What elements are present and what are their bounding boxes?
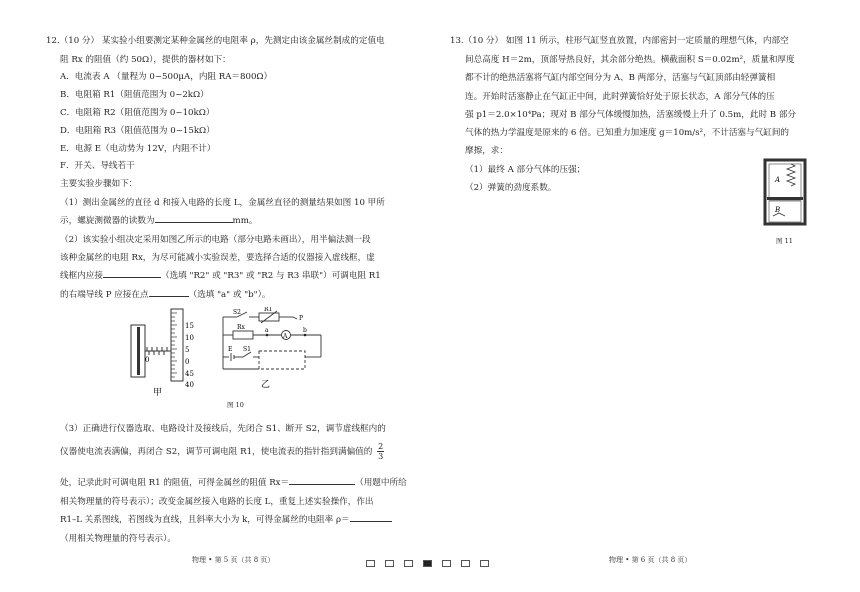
- scale-label-10: 10: [185, 334, 194, 342]
- page-marker: [461, 560, 470, 567]
- label-P: P: [299, 315, 304, 322]
- label-gas-B: B: [775, 206, 781, 214]
- q12-step3-line-f: （用相关物理量的符号表示）。: [60, 534, 177, 544]
- q12-step1-line-b: 示，螺旋测微器的读数为 mm。: [60, 212, 257, 231]
- label-S2: S2: [233, 309, 241, 316]
- q13-line-5: 强 p1＝2.0×10⁴Pa；现对 B 部分气体缓慢加热，活塞缓慢上升了 0.5m，此时 B 部分: [465, 110, 797, 120]
- sleeve-zero-label: 0: [145, 356, 150, 364]
- scale-label-45: 45: [185, 370, 194, 378]
- page-marker-active: [423, 560, 432, 567]
- q12-step2-line-a: （2）该实验小组决定采用如图乙所示的电路（部分电路未画出），用半偏法测一段: [60, 235, 371, 245]
- answer-blank-point: [149, 287, 189, 297]
- q13-line-2: 间总高度 H＝2m，顶部导热良好，其余部分绝热。横截面积 S＝0.02m²，质量和厚度: [465, 55, 795, 65]
- scale-label-40: 40: [185, 381, 194, 389]
- q13-line-3: 都不计的绝热活塞将气缸内部空间分为 A、B 两部分，活塞与气缸顶部由轻弹簧相: [465, 73, 776, 83]
- answer-blank-instrument: [103, 268, 161, 278]
- q12-step3-line-d: 相关物理量的符号表示）；改变金属丝接入电路的长度 L，重复上述实验操作，作出: [60, 497, 374, 507]
- q12-option-b: B．电阻箱 R1（阻值范围为 0~2kΩ）: [60, 90, 209, 100]
- page-marker: [366, 560, 375, 567]
- q13-line-7: 摩擦，求：: [465, 146, 508, 156]
- q13-line-6: 气体的热力学温度是原来的 6 倍。已知重力加速度 g＝10m/s²，不计活塞与气缸间的: [465, 128, 790, 138]
- q12-option-c: C．电阻箱 R2（阻值范围为 0~10kΩ）: [60, 108, 215, 118]
- q12-option-f: F．开关、导线若干: [60, 161, 135, 171]
- q13-part-2: （2）弹簧的劲度系数。: [465, 183, 557, 193]
- q13-line-4: 连。开始时活塞静止在气缸正中间，此时弹簧恰好处于原长状态，A 部分气体的压: [465, 92, 775, 102]
- q12-step2-line-c: 线框内应接 （选填 "R2" 或 "R3" 或 "R2 与 R3 串联"）可调电阻 R1: [60, 267, 381, 286]
- q12-step3-line-c: 处，记录此时可调电阻 R1 的阻值，可得金属丝的阻值 Rx＝ （用题中所给: [60, 474, 407, 493]
- circuit-diagram: [223, 311, 321, 369]
- scale-label-15: 15: [185, 322, 194, 330]
- label-R1: R1: [264, 307, 273, 313]
- footer-page-6: 物理 • 第 6 页（共 8 页）: [609, 556, 692, 564]
- figure-11: [763, 158, 808, 230]
- figure-10-caption: 图 10: [227, 401, 244, 409]
- label-Rx: Rx: [237, 324, 245, 331]
- scale-label-0: 0: [185, 358, 190, 366]
- label-E: E: [228, 346, 233, 353]
- answer-blank-rho: [350, 512, 392, 522]
- fig-label-jia: 甲: [153, 388, 163, 398]
- label-S1: S1: [243, 346, 251, 353]
- micrometer-diagram: [131, 309, 194, 398]
- scale-label-5: 5: [185, 346, 190, 354]
- q12-line-1: 12.（10 分） 某实验小组要测定某种金属丝的电阻率 ρ，先测定由该金属丝制成的定值电: [46, 36, 385, 46]
- page-marker: [442, 560, 451, 567]
- q12-option-a: A．电流表 A （量程为 0~500μA，内阻 RA＝800Ω）: [60, 72, 273, 82]
- q13-line-1: 13.（10 分） 如图 11 所示，柱形气缸竖直放置，内部密封一定质量的理想气体，内部空: [450, 36, 789, 46]
- q12-steps-title: 主要实验步骤如下：: [60, 179, 138, 189]
- q13-part-1: （1）最终 A 部分气体的压强；: [465, 165, 586, 175]
- label-gas-A: A: [775, 176, 781, 184]
- q12-step3-line-a: （3）正确进行仪器选取、电路设计及接线后，先闭合 S1、断开 S2，调节虚线框内的: [60, 424, 386, 434]
- footer-page-5: 物理 • 第 5 页（共 8 页）: [192, 556, 275, 564]
- q12-step1-line-a: （1）测出金属丝的直径 d 和接入电路的长度 L，金属丝直径的测量结果如图 10 甲所: [60, 198, 385, 208]
- page-marker: [480, 560, 489, 567]
- q12-option-d: D．电阻箱 R3（阻值范围为 0~15kΩ）: [60, 126, 215, 136]
- q12-option-e: E．电源 E（电动势为 12V，内阻不计）: [60, 144, 216, 154]
- q12-step2-line-b: 该种金属丝的电阻 Rx，为尽可能减小实验误差，要选择合适的仪器接入虚线框，虚: [60, 253, 375, 263]
- q12-line-2: 阻 Rx 的阻值（约 50Ω），提供的器材如下：: [60, 55, 231, 65]
- label-A: A: [283, 333, 288, 340]
- fig-label-yi: 乙: [261, 380, 271, 390]
- page-marker: [385, 560, 394, 567]
- label-a: a: [265, 327, 269, 334]
- page-marker: [404, 560, 413, 567]
- fraction-two-thirds: $\frac{2}{3}$: [378, 442, 384, 461]
- answer-blank-reading: [155, 213, 233, 223]
- figure-10: [125, 307, 340, 407]
- figure-11-caption: 图 11: [776, 237, 793, 245]
- q12-step3-line-e: R1–L 关系图线，若图线为直线，且斜率大小为 k，可得金属丝的电阻率 ρ＝: [60, 511, 392, 530]
- answer-blank-rx: [289, 475, 355, 485]
- q12-step3-line-b: 仪器使电流表满偏，再闭合 S2，调节可调电阻 R1，使电流表的指针指到满偏值的 $\frac{2}{3}$: [60, 442, 384, 461]
- label-b: b: [303, 327, 307, 334]
- q12-step2-line-d: 的右端导线 P 应接在点 （选填 "a" 或 "b"）。: [60, 286, 271, 305]
